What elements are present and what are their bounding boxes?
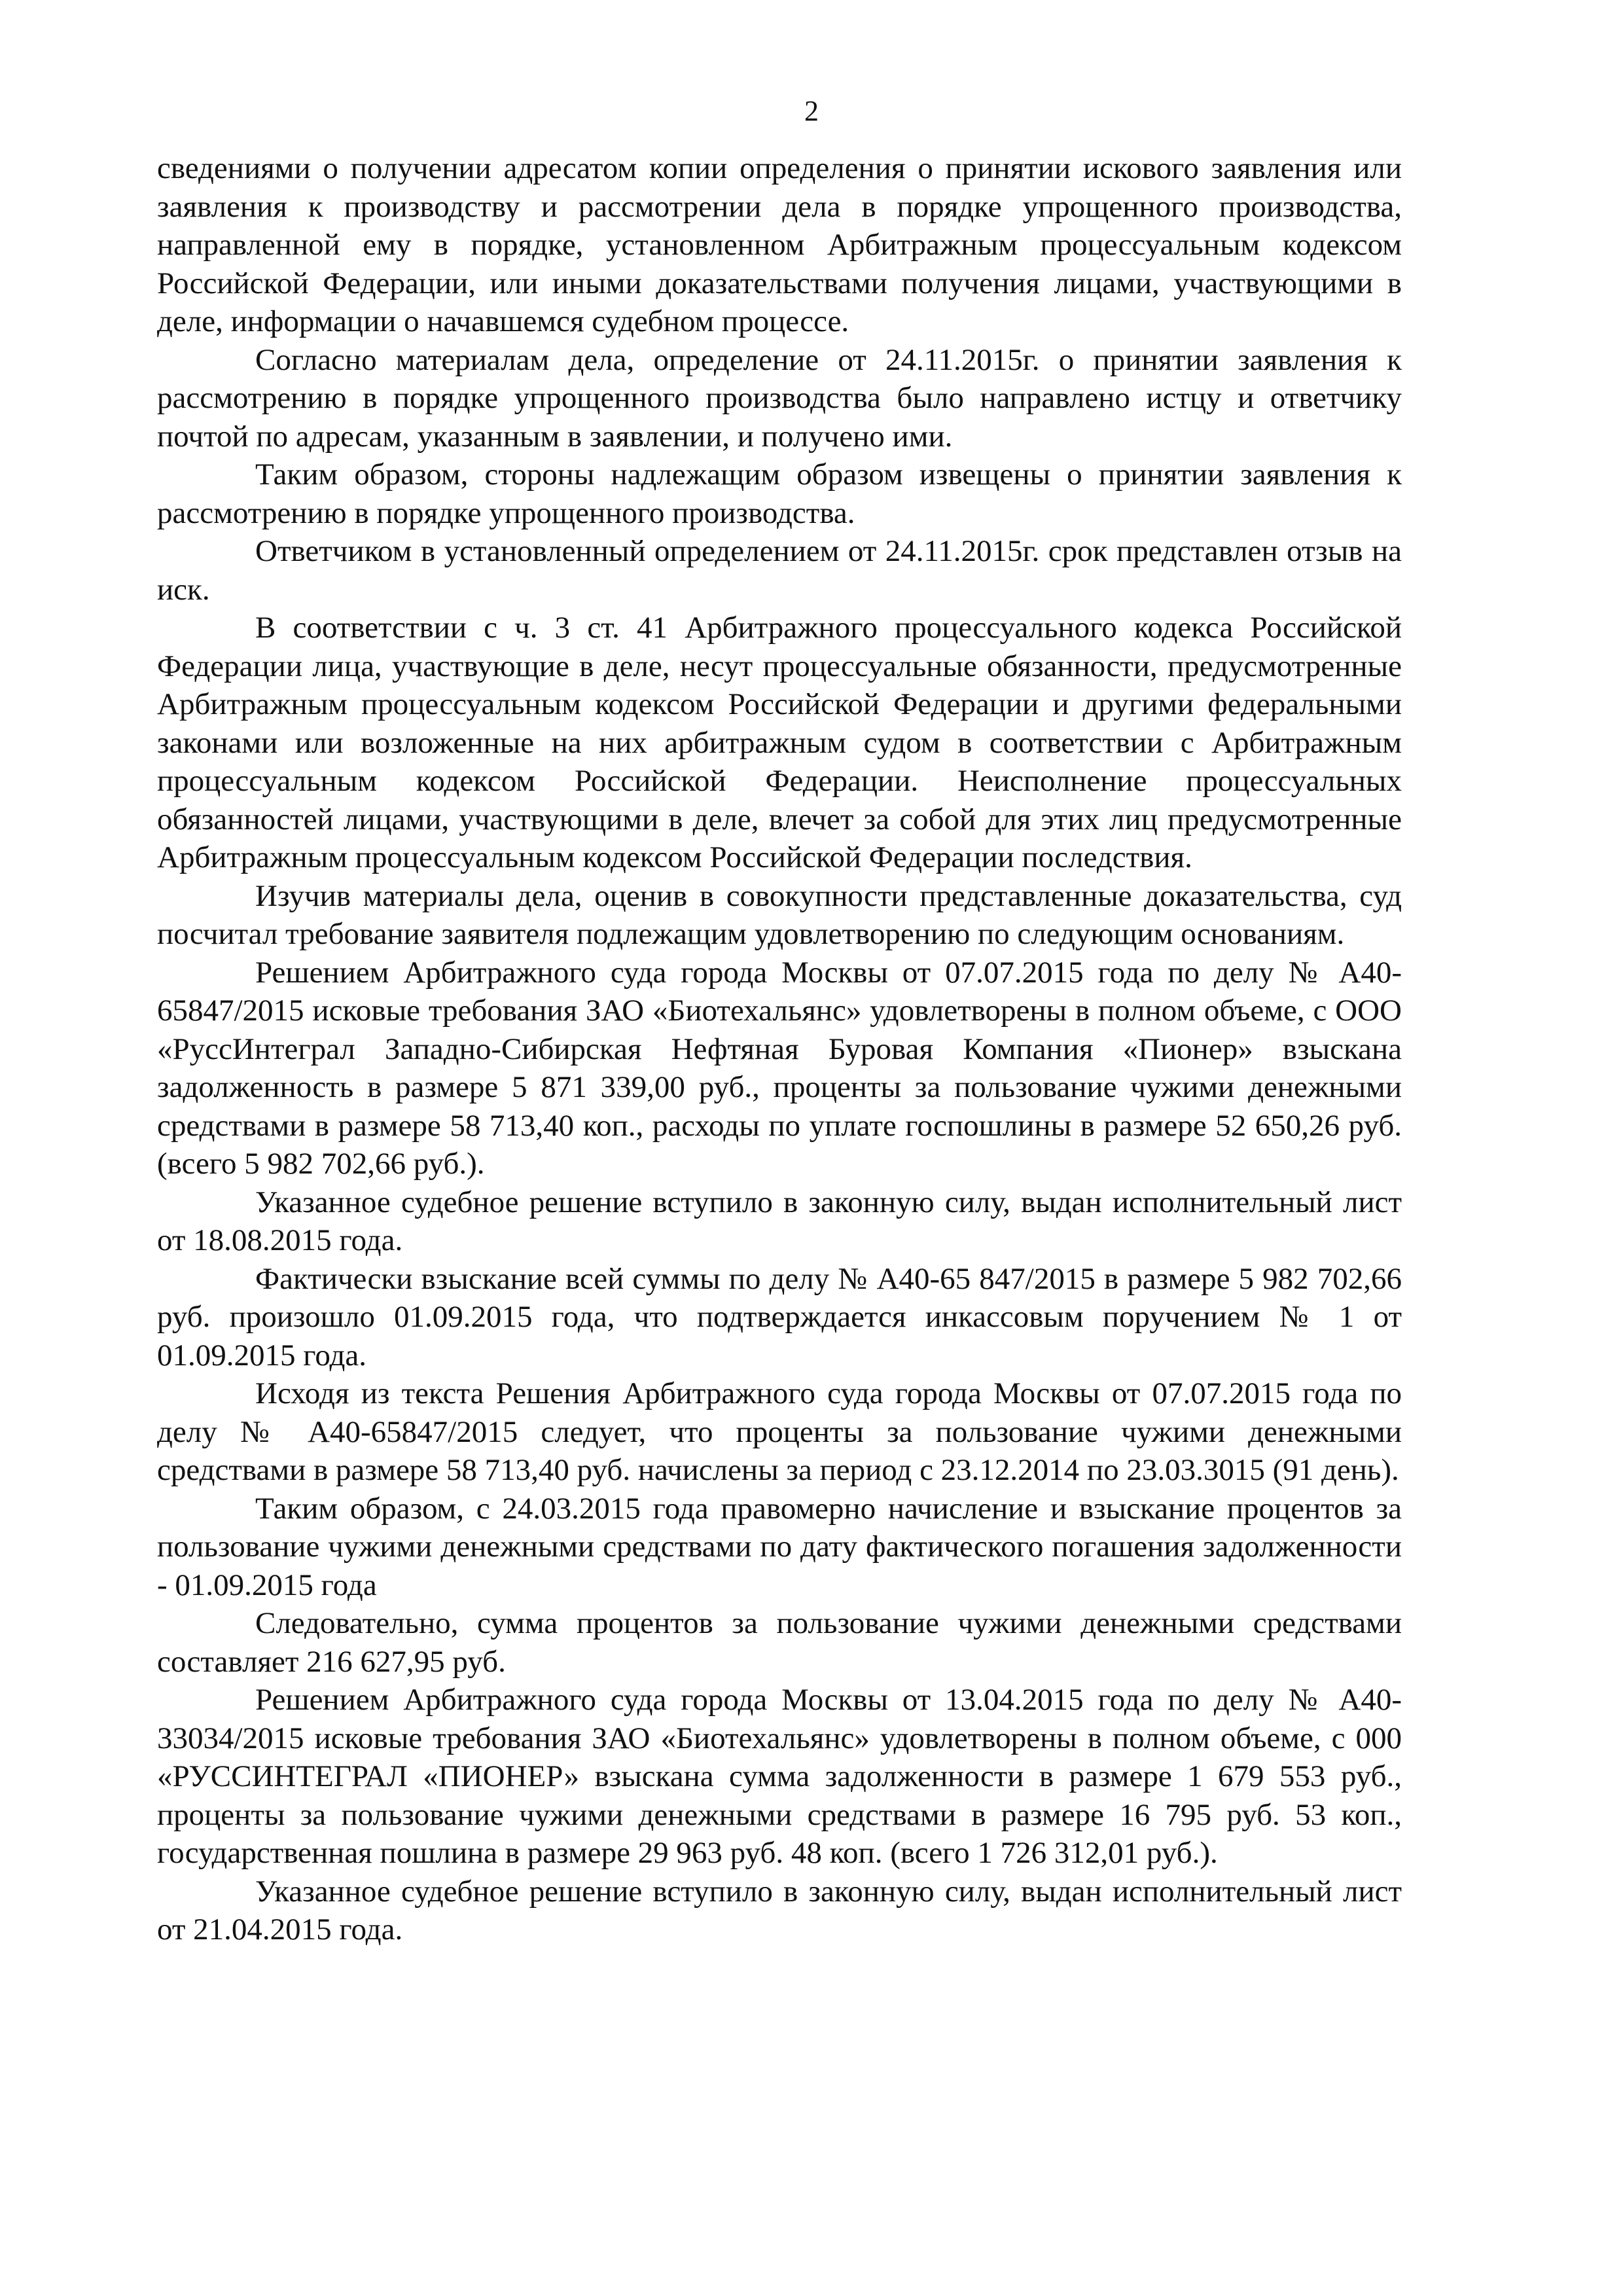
paragraph-1: сведениями о получении адресатом копии определения о принятии искового заявления или заявления к производству и рассмотрении дела в порядке упрощенного производства, направленной ему в порядке, установленном Арбитражным процессуальным кодексом Российской Федерации, или иными доказательствами получения лицами, участвующими в деле, информации о начавшемся судебном процессе. bbox=[157, 151, 1402, 338]
paragraph-8: Указанное судебное решение вступило в законную силу, выдан исполнительный лист от 18.08.2015 года. bbox=[157, 1185, 1402, 1257]
paragraph-12: Следовательно, сумма процентов за пользование чужими денежными средствами составляет 216 627,95 руб. bbox=[157, 1606, 1402, 1679]
paragraph-10: Исходя из текста Решения Арбитражного суда города Москвы от 07.07.2015 года по делу № А40-65847/2015 следует, что проценты за пользование чужими денежными средствами в размере 58 713,40 руб. начислены за период с 23.12.2014 по 23.03.3015 (91 день). bbox=[157, 1376, 1402, 1487]
paragraph-13: Решением Арбитражного суда города Москвы от 13.04.2015 года по делу № А40-33034/2015 исковые требования ЗАО «Биотехальянс» удовлетворены в полном объеме, с 000 «РУССИНТЕГРАЛ «ПИОНЕР» взыскана сумма задолженности в размере 1 679 553 руб., проценты за пользование чужими денежными средствами в размере 16 795 руб. 53 коп., государственная пошлина в размере 29 963 руб. 48 коп. (всего 1 726 312,01 руб.). bbox=[157, 1683, 1402, 1870]
paragraph-5: В соответствии с ч. 3 ст. 41 Арбитражного процессуального кодекса Российской Федерации лица, участвующие в деле, несут процессуальные обязанности, предусмотренные Арбитражным процессуальным кодексом Российской Федерации и другими федеральными законами или возложенные на них арбитражным судом в соответствии с Арбитражным процессуальным кодексом Российской Федерации. Неисполнение процессуальных обязанностей лицами, участвующими в деле, влечет за собой для этих лиц предусмотренные Арбитражным процессуальным кодексом Российской Федерации последствия. bbox=[157, 611, 1402, 874]
paragraph-9: Фактически взыскание всей суммы по делу № А40-65 847/2015 в размере 5 982 702,66 руб. произошло 01.09.2015 года, что подтверждается инкассовым поручением № 1 от 01.09.2015 года. bbox=[157, 1261, 1402, 1372]
paragraph-4: Ответчиком в установленный определением от 24.11.2015г. срок представлен отзыв на иск. bbox=[157, 534, 1402, 607]
paragraph-11: Таким образом, с 24.03.2015 года правомерно начисление и взыскание процентов за пользование чужими денежными средствами по дату фактического погашения задолженности - 01.09.2015 года bbox=[157, 1491, 1402, 1602]
paragraph-14: Указанное судебное решение вступило в законную силу, выдан исполнительный лист от 21.04.2015 года. bbox=[157, 1874, 1402, 1946]
page-number: 2 bbox=[804, 95, 819, 127]
paragraph-3: Таким образом, стороны надлежащим образом извещены о принятии заявления к рассмотрению в порядке упрощенного производства. bbox=[157, 457, 1402, 530]
paragraph-2: Согласно материалам дела, определение от 24.11.2015г. о принятии заявления к рассмотрению в порядке упрощенного производства было направлено истцу и ответчику почтой по адресам, указанным в заявлении, и получено ими. bbox=[157, 342, 1402, 454]
paragraph-6: Изучив материалы дела, оценив в совокупности представленные доказательства, суд посчитал требование заявителя подлежащим удовлетворению по следующим основаниям. bbox=[157, 878, 1402, 951]
paragraph-7: Решением Арбитражного суда города Москвы от 07.07.2015 года по делу № А40-65847/2015 исковые требования ЗАО «Биотехальянс» удовлетворены в полном объеме, с ООО «РуссИнтеграл Западно-Сибирская Нефтяная Буровая Компания «Пионер» взыскана задолженность в размере 5 871 339,00 руб., проценты за пользование чужими денежными средствами в размере 58 713,40 коп., расходы по уплате госпошлины в размере 52 650,26 руб. (всего 5 982 702,66 руб.). bbox=[157, 955, 1402, 1181]
document-body bbox=[157, 149, 1402, 1949]
